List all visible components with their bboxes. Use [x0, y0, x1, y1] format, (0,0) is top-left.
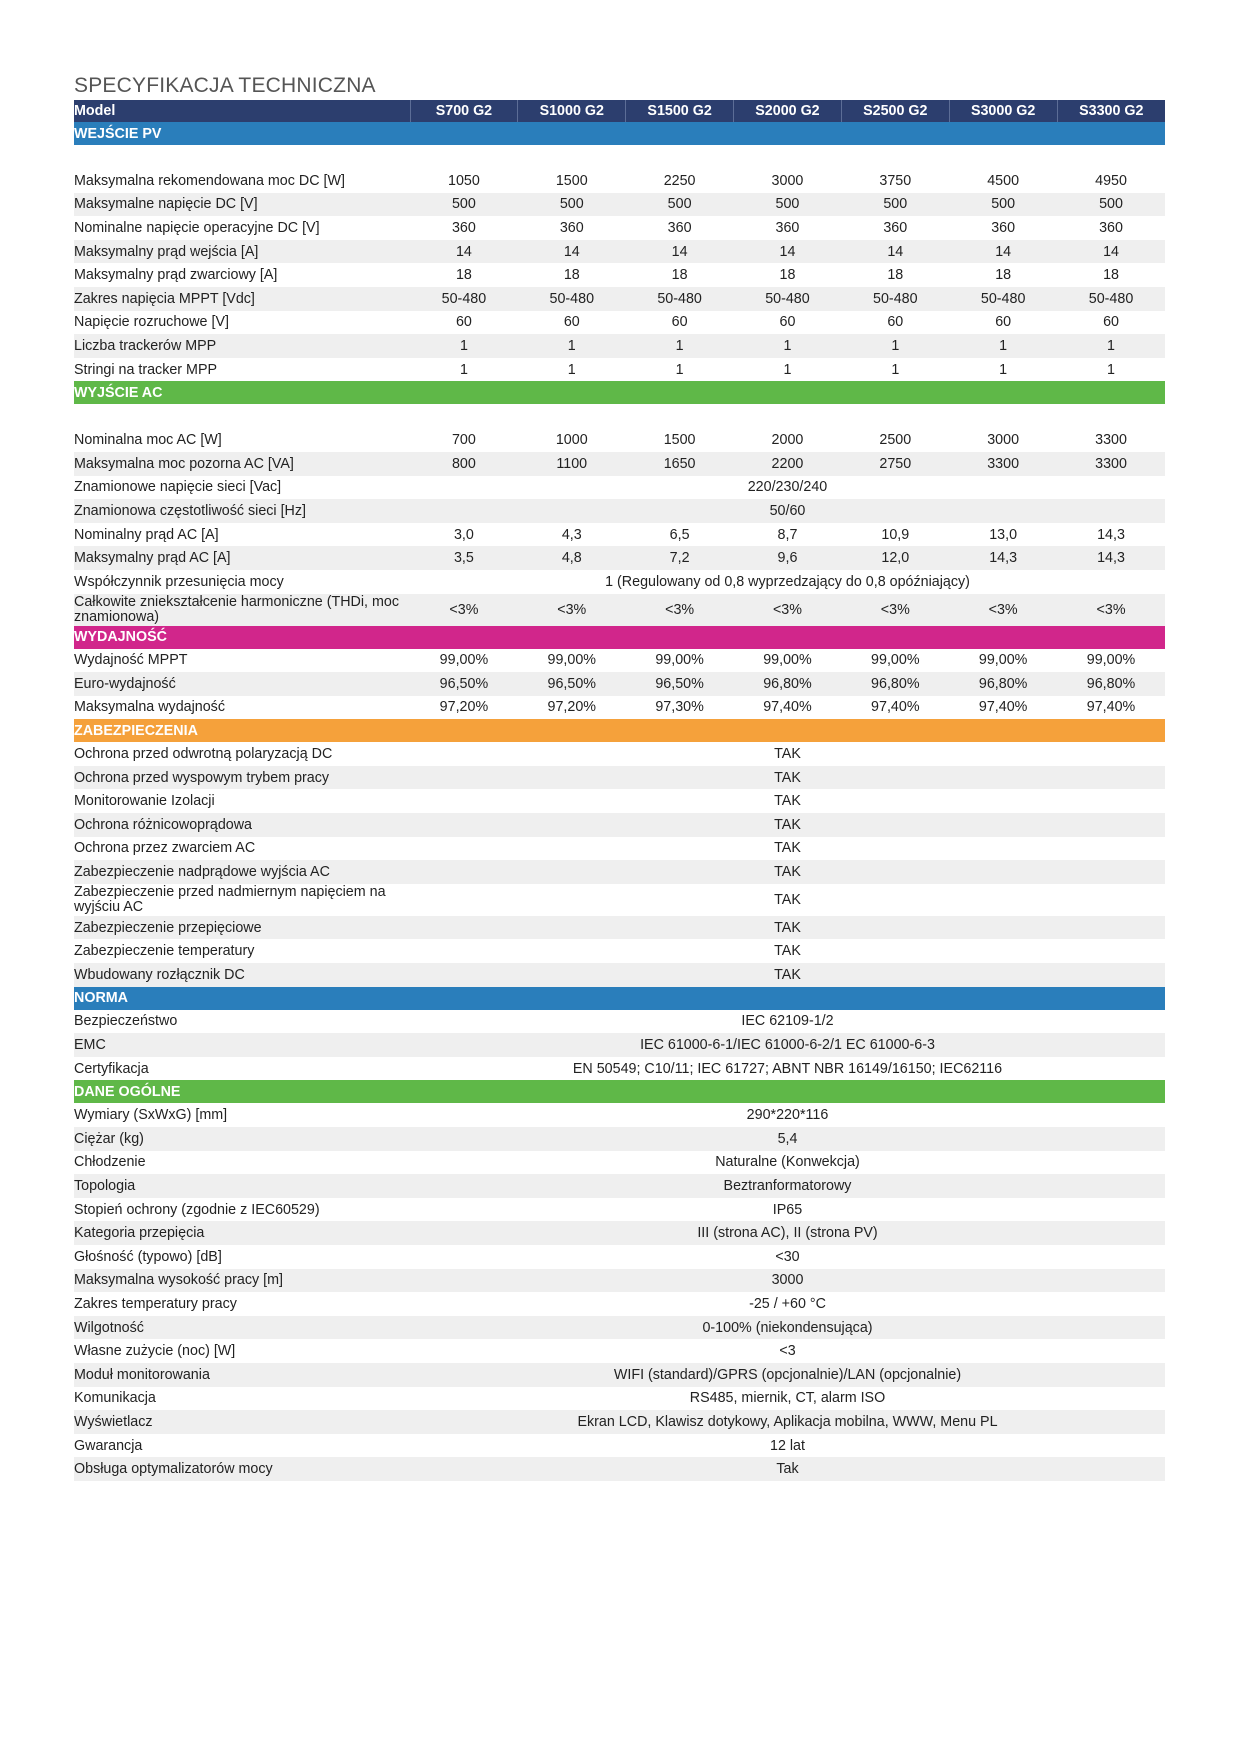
spec-label: Zabezpieczenie przed nadmiernym napięciem na wyjściu AC — [74, 883, 386, 915]
spec-value: 99,00% — [1086, 652, 1136, 669]
spec-value: 14 — [841, 240, 949, 264]
spec-value-shared: IEC 61000-6-1/IEC 61000-6-2/1 EC 61000-6-3 — [410, 1033, 1165, 1057]
spec-value: 60 — [563, 314, 580, 331]
spec-label: Monitorowanie Izolacji — [74, 793, 215, 810]
model-name: S3300 G2 — [1057, 100, 1165, 122]
spec-label: Ochrona przed odwrotną polaryzacją DC — [74, 746, 333, 763]
spec-value: 3750 — [879, 172, 912, 189]
spec-value-shared: TAK — [410, 963, 1165, 987]
spec-row — [74, 1103, 1165, 1127]
section-title: ZABEZPIECZENIA — [74, 719, 1165, 742]
spec-value: 50-480 — [1057, 287, 1165, 311]
spec-value: 3,0 — [453, 526, 474, 543]
spec-row — [74, 1363, 1165, 1387]
spec-value-shared: 3000 — [410, 1269, 1165, 1293]
spec-label: Maksymalny prąd AC [A] — [74, 546, 410, 570]
spec-value: 96,50% — [518, 672, 626, 696]
spec-value-shared: TAK — [410, 813, 1165, 837]
spec-row — [74, 766, 1165, 790]
spec-value: 50-480 — [841, 287, 949, 311]
spec-row — [74, 1269, 1165, 1293]
spec-row — [74, 358, 1165, 382]
spec-row — [74, 1339, 1165, 1363]
spec-label: Wilgotność — [74, 1316, 410, 1340]
spec-row — [74, 287, 1165, 311]
spec-row — [74, 216, 1165, 240]
spec-value: 96,80% — [841, 672, 949, 696]
spec-value: 18 — [995, 267, 1012, 284]
spec-value: <3% — [1057, 594, 1165, 626]
spec-value: 2200 — [734, 452, 842, 476]
section-title: WEJŚCIE PV — [74, 122, 1165, 145]
spec-value: 14 — [949, 240, 1057, 264]
spec-label: Wbudowany rozłącznik DC — [74, 963, 410, 987]
spec-label: Certyfikacja — [74, 1060, 149, 1077]
spec-value: 13,0 — [989, 526, 1018, 543]
spec-value-shared: TAK — [774, 943, 801, 960]
spec-value: 500 — [626, 193, 734, 217]
spec-row — [74, 311, 1165, 335]
spec-row — [74, 594, 1165, 626]
spec-label: EMC — [74, 1033, 410, 1057]
spec-label: Chłodzenie — [74, 1154, 146, 1171]
spec-row — [74, 570, 1165, 594]
spec-value: 14 — [1057, 240, 1165, 264]
spec-value: 4950 — [1095, 172, 1127, 189]
spec-label: Zabezpieczenie nadprądowe wyjścia AC — [74, 860, 410, 884]
spec-row — [74, 1057, 1165, 1081]
spec-row — [74, 649, 1165, 673]
spec-value: 3300 — [949, 452, 1057, 476]
spec-value-shared: TAK — [774, 891, 801, 908]
spec-value: 60 — [455, 314, 472, 331]
spec-row — [74, 837, 1165, 861]
spec-value: 99,00% — [763, 652, 812, 669]
spec-value: 360 — [883, 219, 908, 236]
page-title: SPECYFIKACJA TECHNICZNA — [74, 74, 376, 97]
spec-value: 1 — [567, 361, 576, 378]
spec-row — [74, 1127, 1165, 1151]
spec-value: 50-480 — [734, 287, 842, 311]
spec-row — [74, 263, 1165, 287]
model-name: S2000 G2 — [734, 100, 842, 122]
spec-value-shared: III (strona AC), II (strona PV) — [410, 1221, 1165, 1245]
spec-table — [74, 100, 1165, 1481]
spec-value: 12,0 — [841, 546, 949, 570]
spec-label: Maksymalna rekomendowana moc DC [W] — [74, 172, 345, 189]
spec-row — [74, 428, 1165, 452]
spec-value: 3,5 — [410, 546, 518, 570]
spec-value: 360 — [991, 219, 1016, 236]
spec-value: 8,7 — [777, 526, 798, 543]
spec-value-shared: Ekran LCD, Klawisz dotykowy, Aplikacja mobilna, WWW, Menu PL — [410, 1410, 1165, 1434]
spec-value: <3% — [734, 594, 842, 626]
spec-value: 2500 — [879, 432, 912, 449]
spec-row — [74, 939, 1165, 963]
spec-value: 18 — [779, 267, 796, 284]
spec-label: Obsługa optymalizatorów mocy — [74, 1457, 410, 1481]
spec-value: 1 — [1057, 334, 1165, 358]
spec-value: 97,40% — [1086, 699, 1136, 716]
spec-value: 1 — [949, 334, 1057, 358]
section-header — [74, 122, 1165, 145]
spec-row — [74, 1316, 1165, 1340]
spec-label: Maksymalne napięcie DC [V] — [74, 193, 410, 217]
spacer-cell — [74, 404, 1165, 428]
spec-value: 1 — [1107, 361, 1115, 378]
spec-row — [74, 1033, 1165, 1057]
spec-row — [74, 860, 1165, 884]
spec-value: 360 — [1099, 219, 1123, 236]
spec-value: 1500 — [663, 432, 696, 449]
spec-row — [74, 916, 1165, 940]
spec-value: 14,3 — [1097, 526, 1125, 543]
spec-value: 50-480 — [626, 287, 734, 311]
spec-row — [74, 193, 1165, 217]
spec-value: 96,80% — [734, 672, 842, 696]
spec-value: 96,80% — [1057, 672, 1165, 696]
model-name: S1500 G2 — [626, 100, 734, 122]
spec-value: 14,3 — [1057, 546, 1165, 570]
spec-label: Maksymalna wydajność — [74, 699, 225, 716]
spec-row — [74, 1174, 1165, 1198]
spec-row — [74, 499, 1165, 523]
spec-label: Nominalne napięcie operacyjne DC [V] — [74, 219, 320, 236]
spec-label: Nominalna moc AC [W] — [74, 432, 222, 449]
spec-row — [74, 1387, 1165, 1411]
spec-value: 1 — [459, 361, 468, 378]
spec-value: 1 — [999, 361, 1008, 378]
spec-row — [74, 1434, 1165, 1458]
spec-value: 800 — [410, 452, 518, 476]
spec-value: 18 — [455, 267, 472, 284]
spec-value: 4,8 — [518, 546, 626, 570]
spec-row — [74, 334, 1165, 358]
spec-label: Zakres temperatury pracy — [74, 1295, 237, 1312]
spec-value: 3300 — [1095, 432, 1127, 449]
spec-label: Własne zużycie (noc) [W] — [74, 1343, 236, 1360]
spec-row — [74, 1198, 1165, 1222]
spec-value: 360 — [559, 219, 584, 236]
spec-row — [74, 672, 1165, 696]
spec-value: 60 — [995, 314, 1012, 331]
spec-label: Wydajność MPPT — [74, 652, 188, 669]
spec-value: 1 — [518, 334, 626, 358]
spec-row — [74, 1292, 1165, 1316]
spec-value: 97,20% — [439, 699, 489, 716]
spec-value: 3300 — [1057, 452, 1165, 476]
spec-value-shared: 1 (Regulowany od 0,8 wyprzedzający do 0,8 opóźniający) — [605, 573, 970, 590]
section-title: DANE OGÓLNE — [74, 1080, 1165, 1103]
spec-value: 3000 — [987, 432, 1020, 449]
spec-value-shared: 5,4 — [410, 1127, 1165, 1151]
section-spacer — [74, 404, 1165, 428]
spec-label: Maksymalny prąd zwarciowy [A] — [74, 267, 278, 284]
spec-label: Współczynnik przesunięcia mocy — [74, 573, 284, 590]
spec-value: 360 — [775, 219, 800, 236]
spec-value: 360 — [451, 219, 476, 236]
spec-label: Wyświetlacz — [74, 1410, 410, 1434]
spec-row — [74, 696, 1165, 720]
spec-value: <3% — [410, 594, 518, 626]
section-header — [74, 987, 1165, 1010]
section-header — [74, 719, 1165, 742]
spec-row — [74, 523, 1165, 547]
spec-value-shared: 290*220*116 — [746, 1107, 829, 1124]
spec-row — [74, 1457, 1165, 1481]
spec-label: Całkowite zniekształcenie harmoniczne (THDi, moc znamionowa) — [74, 594, 410, 626]
spec-value: 18 — [671, 267, 688, 284]
spec-value: 360 — [667, 219, 692, 236]
spec-label: Stringi na tracker MPP — [74, 361, 218, 378]
spec-label: Maksymalna wysokość pracy [m] — [74, 1269, 410, 1293]
spec-value: 96,80% — [949, 672, 1057, 696]
spec-value: 2250 — [663, 172, 696, 189]
spec-value-shared: Tak — [410, 1457, 1165, 1481]
spec-value: 14 — [626, 240, 734, 264]
spec-value: 1050 — [448, 172, 480, 189]
spec-label: Gwarancja — [74, 1437, 143, 1454]
spec-row — [74, 169, 1165, 193]
spec-row — [74, 813, 1165, 837]
spec-value-shared: Beztranformatorowy — [410, 1174, 1165, 1198]
spec-value: 50-480 — [410, 287, 518, 311]
section-spacer — [74, 145, 1165, 169]
spec-row — [74, 884, 1165, 916]
spec-value: 14 — [410, 240, 518, 264]
spec-value: 50-480 — [949, 287, 1057, 311]
spec-value: 7,2 — [626, 546, 734, 570]
spec-value: 1 — [783, 361, 792, 378]
spec-label: Moduł monitorowania — [74, 1363, 410, 1387]
spec-value: 18 — [1103, 267, 1119, 284]
spec-label: Topologia — [74, 1174, 410, 1198]
spec-value: 60 — [779, 314, 796, 331]
spec-label: Ciężar (kg) — [74, 1127, 410, 1151]
spec-row — [74, 476, 1165, 500]
spec-value: 9,6 — [734, 546, 842, 570]
section-header — [74, 626, 1165, 649]
spec-value: 1650 — [626, 452, 734, 476]
spec-value: 60 — [671, 314, 688, 331]
spec-value-shared: TAK — [774, 840, 801, 857]
spec-value: 4500 — [987, 172, 1020, 189]
spec-value: 99,00% — [655, 652, 704, 669]
spec-value: 3000 — [771, 172, 804, 189]
spec-value-shared: WIFI (standard)/GPRS (opcjonalnie)/LAN (opcjonalnie) — [410, 1363, 1165, 1387]
spec-row — [74, 742, 1165, 766]
spec-label: Komunikacja — [74, 1390, 156, 1407]
spec-value-shared: IEC 62109-1/2 — [741, 1013, 834, 1030]
model-name: S700 G2 — [410, 100, 518, 122]
spec-value: 500 — [518, 193, 626, 217]
spec-row — [74, 1151, 1165, 1175]
spec-label: Kategoria przepięcia — [74, 1221, 410, 1245]
spec-value: 1100 — [518, 452, 626, 476]
spec-value: 14 — [518, 240, 626, 264]
spec-value-shared: TAK — [774, 746, 801, 763]
section-title: NORMA — [74, 987, 1165, 1010]
spec-row — [74, 789, 1165, 813]
spec-label: Zabezpieczenie przepięciowe — [74, 916, 410, 940]
spec-label: Ochrona różnicowoprądowa — [74, 813, 410, 837]
spec-value: 1500 — [555, 172, 588, 189]
spec-label: Bezpieczeństwo — [74, 1013, 178, 1030]
spec-value: 60 — [1103, 314, 1119, 331]
spec-value-shared: TAK — [410, 916, 1165, 940]
spec-value: 14 — [734, 240, 842, 264]
model-name: S1000 G2 — [518, 100, 626, 122]
spec-value: 97,40% — [763, 699, 812, 716]
spec-label: Napięcie rozruchowe [V] — [74, 314, 229, 331]
spec-label: Zabezpieczenie temperatury — [74, 943, 255, 960]
spec-row — [74, 546, 1165, 570]
spec-label: Znamionowa częstotliwość sieci [Hz] — [74, 499, 410, 523]
model-header-label: Model — [74, 100, 410, 122]
spec-value-shared: 0-100% (niekondensująca) — [410, 1316, 1165, 1340]
spec-value-shared: 12 lat — [770, 1437, 805, 1454]
spec-value: 500 — [841, 193, 949, 217]
spec-value: <3% — [841, 594, 949, 626]
spec-value: 500 — [410, 193, 518, 217]
spec-value: 1 — [841, 334, 949, 358]
spec-value-shared: TAK — [410, 860, 1165, 884]
spec-value: 6,5 — [669, 526, 690, 543]
spec-value: <3% — [626, 594, 734, 626]
spec-value: 99,00% — [439, 652, 489, 669]
spec-label: Maksymalny prąd wejścia [A] — [74, 240, 410, 264]
model-name: S3000 G2 — [949, 100, 1057, 122]
spec-value: 700 — [451, 432, 476, 449]
spec-value-shared: RS485, miernik, CT, alarm ISO — [689, 1390, 886, 1407]
spec-label: Maksymalna moc pozorna AC [VA] — [74, 452, 410, 476]
spec-value: 1 — [626, 334, 734, 358]
spec-value: 50-480 — [518, 287, 626, 311]
spec-label: Ochrona przez zwarciem AC — [74, 840, 256, 857]
section-header — [74, 1080, 1165, 1103]
spec-label: Stopień ochrony (zgodnie z IEC60529) — [74, 1201, 320, 1218]
spec-value: 99,00% — [547, 652, 597, 669]
spec-label: Liczba trackerów MPP — [74, 334, 410, 358]
spec-value-shared: <3 — [779, 1343, 796, 1360]
spec-value: 500 — [949, 193, 1057, 217]
spec-label: Euro-wydajność — [74, 672, 410, 696]
spec-row — [74, 452, 1165, 476]
spacer-cell — [74, 145, 1165, 169]
spec-label: Wymiary (SxWxG) [mm] — [74, 1107, 228, 1124]
spec-table-body — [74, 122, 1165, 1481]
spec-value: 96,50% — [626, 672, 734, 696]
spec-value-shared: TAK — [410, 766, 1165, 790]
section-header — [74, 381, 1165, 404]
spec-row — [74, 963, 1165, 987]
spec-value-shared: <30 — [775, 1248, 800, 1265]
spec-value: <3% — [518, 594, 626, 626]
spec-value: 96,50% — [410, 672, 518, 696]
spec-label: Znamionowe napięcie sieci [Vac] — [74, 479, 282, 496]
spec-value: 500 — [1057, 193, 1165, 217]
spec-value: 1 — [891, 361, 900, 378]
spec-value: 10,9 — [881, 526, 910, 543]
spec-value: 1000 — [555, 432, 588, 449]
spec-value-shared: EN 50549; C10/11; IEC 61727; ABNT NBR 16149/16150; IEC62116 — [572, 1060, 1003, 1077]
spec-value: 500 — [734, 193, 842, 217]
spec-value-shared: TAK — [774, 793, 801, 810]
spec-value: 1 — [734, 334, 842, 358]
spec-label: Nominalny prąd AC [A] — [74, 526, 219, 543]
spec-value: 1 — [675, 361, 684, 378]
spec-value: 14,3 — [949, 546, 1057, 570]
model-header-row — [74, 100, 1165, 122]
spec-value: 97,40% — [978, 699, 1028, 716]
spec-value: 97,20% — [547, 699, 597, 716]
spec-row — [74, 1221, 1165, 1245]
spec-value: 97,30% — [655, 699, 704, 716]
spec-row — [74, 1245, 1165, 1269]
spec-value-shared: 50/60 — [410, 499, 1165, 523]
spec-value: 18 — [887, 267, 904, 284]
spec-label: Ochrona przed wyspowym trybem pracy — [74, 766, 410, 790]
spec-row — [74, 240, 1165, 264]
spec-value: 2000 — [771, 432, 804, 449]
spec-value-shared: Naturalne (Konwekcja) — [715, 1154, 860, 1171]
model-name: S2500 G2 — [841, 100, 949, 122]
spec-value: 97,40% — [871, 699, 920, 716]
spec-value: 18 — [563, 267, 580, 284]
spec-value-shared: IP65 — [772, 1201, 803, 1218]
spec-value: 60 — [887, 314, 904, 331]
spec-value: 1 — [410, 334, 518, 358]
spec-value: 4,3 — [561, 526, 582, 543]
spec-value: 99,00% — [871, 652, 920, 669]
spec-row — [74, 1410, 1165, 1434]
spec-label: Zakres napięcia MPPT [Vdc] — [74, 287, 410, 311]
spec-row — [74, 1010, 1165, 1034]
spec-value: 99,00% — [978, 652, 1028, 669]
section-title: WYDAJNOŚĆ — [74, 626, 1165, 649]
spec-value-shared: 220/230/240 — [747, 479, 828, 496]
spec-value: 2750 — [841, 452, 949, 476]
section-title: WYJŚCIE AC — [74, 381, 1165, 404]
spec-label: Głośność (typowo) [dB] — [74, 1248, 222, 1265]
spec-value-shared: -25 / +60 °C — [749, 1295, 826, 1312]
spec-value: <3% — [949, 594, 1057, 626]
